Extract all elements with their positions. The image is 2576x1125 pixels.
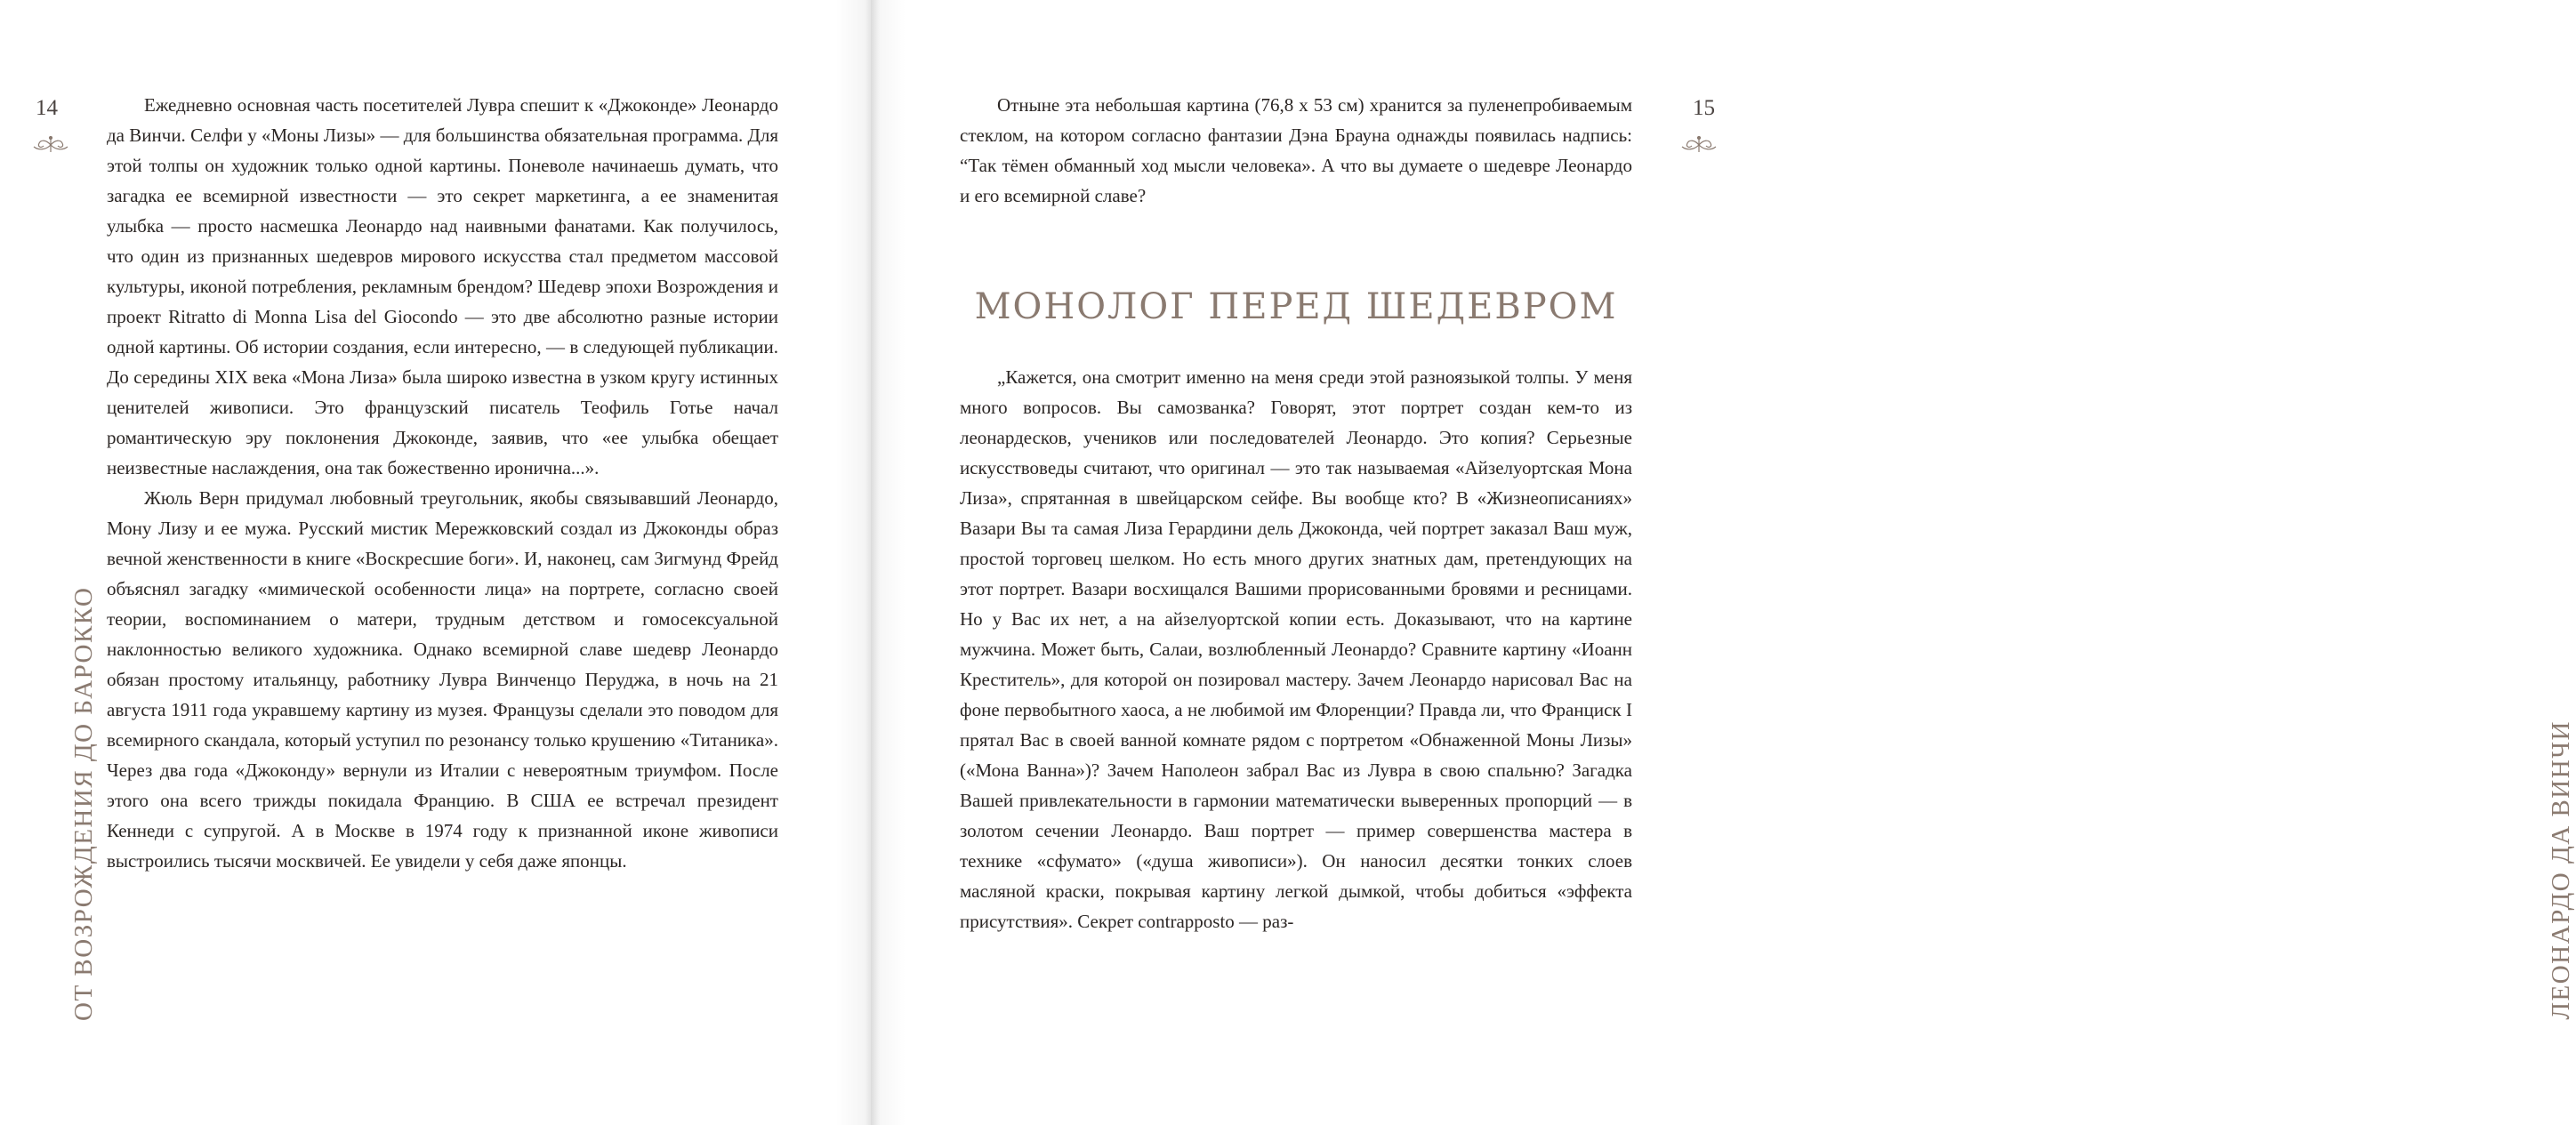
running-head-right: ЛЕОНАРДО ДА ВИНЧИ (2547, 720, 2575, 1020)
floral-ornament-icon (1680, 135, 1718, 155)
running-head-left: ОТ ВОЗРОЖДЕНИЯ ДО БАРОККО (69, 586, 98, 1021)
left-body-text (107, 90, 778, 876)
right-intro-text (960, 90, 1632, 211)
page-number-right: 15 (1693, 96, 1715, 120)
paragraph: „Кажется, она смотрит именно на меня среди этой разноязыкой толпы. У меня много вопросов. Вы самозванка? Говорят, этот портрет создан кем-то из леонардесков, учеников или последователей Леонардо. Это копия? Серьезные искусствоведы считают, что оригинал — это так называемая «Айзелуортская Мона Лиза», спрятанная в швейцарском сейфе. Вы вообще кто? В «Жизнеописаниях» Вазари Вы та самая Лиза Герардини дель Джоконда, чей портрет заказал Ваш муж, простой торговец шелком. Но есть много других знатных дам, претендующих на этот портрет. Вазари восхищался Вашими прорисованными бровями и ресницами. Но у Вас их нет, а на айзелуортской копии есть. Доказывают, что на картине мужчина. Может быть, Салаи, возлюбленный Леонардо? Сравните картину «Иоанн Креститель», для которой он позировал мастеру. Зачем Леонардо нарисовал Вас на фоне первобытного хаоса, а не любимой им Флоренции? Правда ли, что Франциск I прятал Вас в своей ванной комнате рядом с портретом «Обнаженной Моны Лизы» («Мона Ванна»)? Зачем Наполеон забрал Вас из Лувра в свою спальню? Загадка Вашей привлекательности в гармонии математически выверенных пропорций — в золотом сечении Леонардо. Ваш портрет — пример совершенства мастера в технике «сфумато» («душа живописи»). Он наносил десятки тонких слоев масляной краски, покрывая картину легкой дымкой, чтобы добиться «эффекта присутствия». Секрет contrapposto — раз- (960, 366, 1632, 932)
paragraph: Жюль Верн придумал любовный треугольник, якобы связывавший Леонардо, Мону Лизу и ее мужа. Русский мистик Мережковский создал из Джоконды образ вечной женственности в книге «Воскресшие боги». И, наконец, сам Зигмунд Фрейд объяснял загадку «мимической особенности лица» на портрете, согласно своей теории, воспоминанием о матери, трудным детством и гомосексуальной наклонностью великого художника. Однако всемирной славе шедевр Леонардо обязан простому итальянцу, работнику Лувра Винченцо Перуджа, в ночь на 21 августа 1911 года укравшему картину из музея. Французы сделали это поводом для всемирного скандала, который уступил по резонансу только крушению «Титаника». Через два года «Джоконду» вернули из Италии с невероятным триумфом. После этого она всего трижды покидала Францию. В США ее встречал президент Кеннеди с супругой. А в Москве в 1974 году к признанной иконе живописи выстроились тысячи москвичей. Ее увидели у себя даже японцы. (107, 487, 778, 872)
left-page (0, 0, 871, 1125)
section-heading: МОНОЛОГ ПЕРЕД ШЕДЕВРОМ (974, 286, 1618, 327)
floral-ornament-icon (32, 135, 69, 155)
right-section-text (960, 362, 1632, 936)
paragraph: Отныне эта небольшая картина (76,8 х 53 см) хранится за пуленепробиваемым стеклом, на котором согласно фантазии Дэна Брауна однажды появилась надпись: “Так тёмен обманный ход мысли человека». А что вы думаете о шедевре Леонардо и его всемирной славе? (960, 94, 1632, 206)
paragraph: Ежедневно основная часть посетителей Лувра спешит к «Джоконде» Леонардо да Винчи. Селфи у «Моны Лизы» — для большинства обязательная программа. Для этой толпы он художник только одной картины. Поневоле начинаешь думать, что загадка ее всемирной известности — это секрет маркетинга, а ее знаменитая улыбка — просто насмешка Леонардо над наивными фанатами. Как получилось, что один из признанных шедевров мирового искусства стал предметом массовой культуры, иконой потребления, рекламным брендом? Шедевр эпохи Возрождения и проект Ritratto di Monna Lisa del Giocondo — это две абсолютно разные истории одной картины. Об истории создания, если интересно, — в следующей публикации. До середины XIX века «Мона Лиза» была широко известна в узком кругу истинных ценителей живописи. Это французский писатель Теофиль Готье начал романтическую эру поклонения Джоконде, заявив, что «ее улыбка обещает неизвестные наслаждения, она так божественно иронична...». (107, 94, 778, 478)
page-number-left: 14 (36, 96, 58, 120)
book-gutter (865, 0, 879, 1125)
